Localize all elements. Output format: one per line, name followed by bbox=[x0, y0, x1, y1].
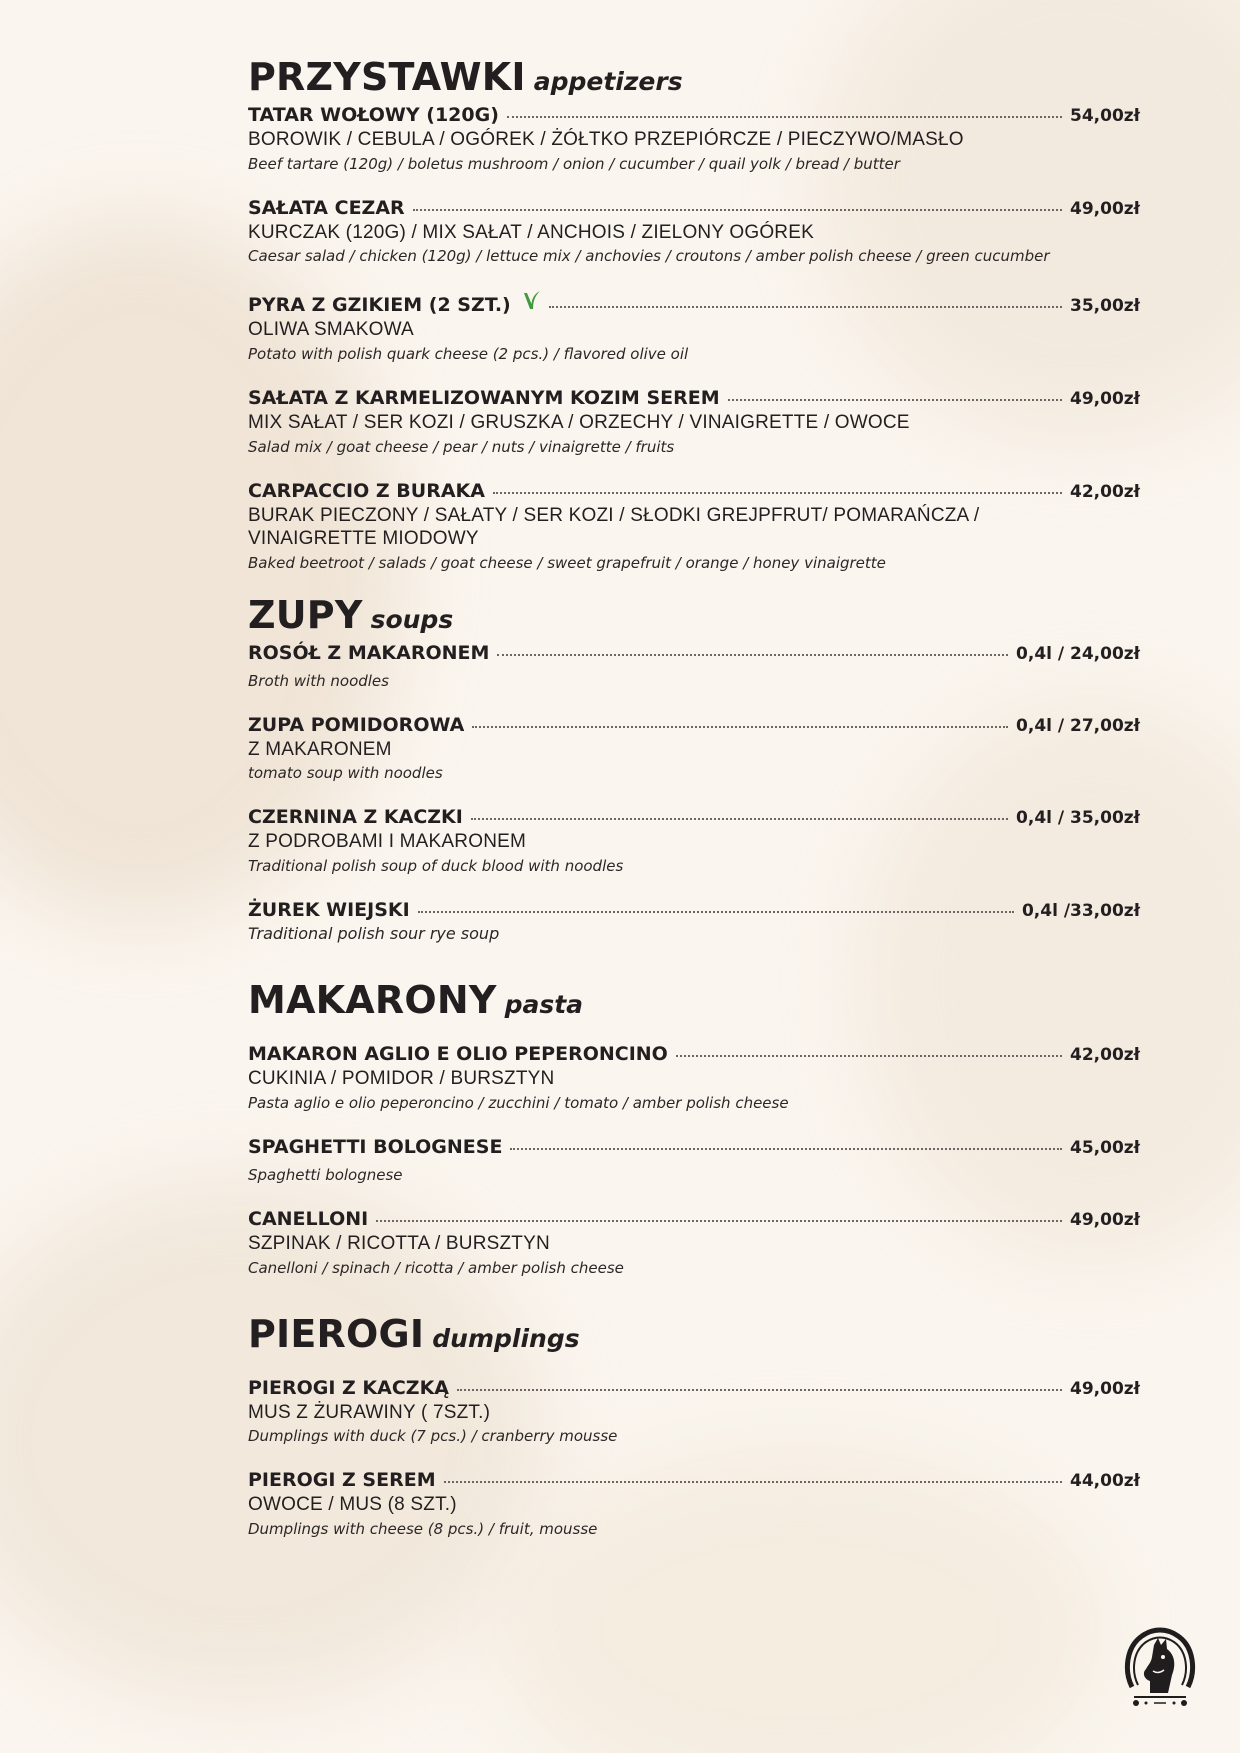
menu-item bbox=[248, 289, 1140, 363]
dot-leader bbox=[676, 1053, 1062, 1057]
item-price: 49,00zł bbox=[1070, 198, 1140, 219]
item-ingredients: KURCZAK (120G) / MIX SAŁAT / ANCHOIS / ZIELONY OGÓREK bbox=[248, 221, 814, 243]
section-pasta bbox=[248, 978, 1140, 1277]
menu-item bbox=[248, 197, 1140, 266]
item-description: tomato soup with noodles bbox=[248, 764, 443, 783]
item-description: Dumplings with duck (7 pcs.) / cranberry mousse bbox=[248, 1427, 618, 1446]
item-name: TATAR WOŁOWY (120G) bbox=[248, 103, 499, 126]
menu-item bbox=[248, 1377, 1140, 1446]
section-title-polish: PIEROGI bbox=[248, 1311, 425, 1356]
item-name: PIEROGI Z SEREM bbox=[248, 1469, 436, 1492]
item-price: 0,4l / 27,00zł bbox=[1016, 715, 1140, 736]
dot-leader bbox=[444, 1479, 1062, 1483]
item-name: PYRA Z GZIKIEM (2 SZT.) bbox=[248, 294, 511, 317]
item-price: 49,00zł bbox=[1070, 389, 1140, 410]
item-price: 35,00zł bbox=[1070, 296, 1140, 317]
dot-leader bbox=[418, 909, 1014, 913]
item-description: Pasta aglio e olio peperoncino / zucchini / tomato / amber polish cheese bbox=[248, 1093, 789, 1112]
item-ingredients: BURAK PIECZONY / SAŁATY / SER KOZI / SŁODKI GREJPFRUT/ POMARAŃCZA / bbox=[248, 505, 980, 527]
item-price: 49,00zł bbox=[1070, 1378, 1140, 1399]
item-name: ŻUREK WIEJSKI bbox=[248, 899, 410, 922]
section-title-english: dumplings bbox=[432, 1323, 580, 1353]
section-title-polish: ZUPY bbox=[248, 592, 363, 637]
item-price: 0,4l /33,00zł bbox=[1021, 901, 1140, 922]
section-title bbox=[248, 55, 1140, 99]
item-price: 42,00zł bbox=[1070, 1045, 1140, 1066]
item-ingredients: CUKINIA / POMIDOR / BURSZTYN bbox=[248, 1068, 555, 1090]
item-ingredients-continued: VINAIGRETTE MIODOWY bbox=[248, 527, 479, 549]
dot-leader bbox=[472, 724, 1008, 728]
menu-item bbox=[248, 1208, 1140, 1277]
item-price: 54,00zł bbox=[1070, 105, 1140, 126]
item-ingredients: OLIWA SMAKOWA bbox=[248, 319, 414, 341]
item-ingredients: MUS Z ŻURAWINY ( 7SZT.) bbox=[248, 1401, 491, 1423]
dot-leader bbox=[457, 1387, 1062, 1391]
section-title bbox=[248, 592, 1140, 637]
menu-item bbox=[248, 899, 1140, 943]
item-price: 0,4l / 35,00zł bbox=[1016, 808, 1140, 829]
dot-leader bbox=[549, 304, 1062, 308]
section-title-english: soups bbox=[370, 604, 454, 634]
item-price: 45,00zł bbox=[1070, 1137, 1140, 1158]
item-ingredients: OWOCE / MUS (8 SZT.) bbox=[248, 1494, 457, 1516]
menu-item bbox=[248, 714, 1140, 783]
item-price: 0,4l / 24,00zł bbox=[1016, 643, 1140, 664]
item-description: Traditional polish soup of duck blood with noodles bbox=[248, 857, 624, 876]
dot-leader bbox=[493, 490, 1062, 494]
menu-item bbox=[248, 642, 1140, 690]
item-description: Traditional polish sour rye soup bbox=[248, 924, 500, 944]
section-soups bbox=[248, 592, 1140, 944]
item-name: SAŁATA Z KARMELIZOWANYM KOZIM SEREM bbox=[248, 387, 720, 410]
item-ingredients: Z MAKARONEM bbox=[248, 738, 392, 760]
item-ingredients: MIX SAŁAT / SER KOZI / GRUSZKA / ORZECHY / VINAIGRETTE / OWOCE bbox=[248, 412, 910, 434]
item-description: Broth with noodles bbox=[248, 671, 389, 690]
section-title bbox=[248, 1311, 1140, 1356]
section-title-polish: PRZYSTAWKI bbox=[248, 55, 526, 99]
dot-leader bbox=[728, 397, 1062, 401]
section-appetizers bbox=[248, 55, 1140, 572]
item-name: CZERNINA Z KACZKI bbox=[248, 806, 463, 829]
item-ingredients: SZPINAK / RICOTTA / BURSZTYN bbox=[248, 1232, 550, 1254]
item-name: ROSÓŁ Z MAKARONEM bbox=[248, 641, 490, 664]
item-description: Canelloni / spinach / ricotta / amber polish cheese bbox=[248, 1258, 624, 1277]
item-name: ZUPA POMIDOROWA bbox=[248, 713, 465, 736]
item-description: Spaghetti bolognese bbox=[248, 1165, 403, 1184]
menu-item bbox=[248, 1043, 1140, 1112]
dot-leader bbox=[376, 1218, 1062, 1222]
section-title-polish: MAKARONY bbox=[248, 978, 497, 1023]
menu-item bbox=[248, 387, 1140, 456]
menu-item bbox=[248, 1136, 1140, 1184]
item-ingredients: BOROWIK / CEBULA / OGÓREK / ŻÓŁTKO PRZEPIÓRCZE / PIECZYWO/MASŁO bbox=[248, 128, 964, 150]
menu-item bbox=[248, 104, 1140, 173]
item-description: Salad mix / goat cheese / pear / nuts / vinaigrette / fruits bbox=[248, 438, 675, 457]
dot-leader bbox=[471, 816, 1008, 820]
item-description: Beef tartare (120g) / boletus mushroom / onion / cucumber / quail yolk / bread / butter bbox=[248, 154, 900, 173]
item-name: MAKARON AGLIO E OLIO PEPERONCINO bbox=[248, 1043, 668, 1066]
item-price: 44,00zł bbox=[1070, 1471, 1140, 1492]
item-description: Baked beetroot / salads / goat cheese / sweet grapefruit / orange / honey vinaigrette bbox=[248, 553, 886, 572]
item-price: 49,00zł bbox=[1070, 1209, 1140, 1230]
item-name: SPAGHETTI BOLOGNESE bbox=[248, 1135, 503, 1158]
item-name: CANELLONI bbox=[248, 1207, 369, 1230]
menu-item bbox=[248, 480, 1140, 572]
item-name: PIEROGI Z KACZKĄ bbox=[248, 1376, 450, 1399]
menu-item bbox=[248, 806, 1140, 875]
menu-item bbox=[248, 1469, 1140, 1538]
item-price: 42,00zł bbox=[1070, 482, 1140, 503]
section-title bbox=[248, 978, 1140, 1023]
item-description: Potato with polish quark cheese (2 pcs.) / flavored olive oil bbox=[248, 345, 689, 364]
dot-leader bbox=[510, 1146, 1062, 1150]
section-dumplings bbox=[248, 1311, 1140, 1539]
section-title-english: appetizers bbox=[533, 67, 683, 96]
vegetarian-leaf-icon bbox=[521, 289, 541, 316]
item-description: Dumplings with cheese (8 pcs.) / fruit, mousse bbox=[248, 1520, 598, 1539]
item-description: Caesar salad / chicken (120g) / lettuce mix / anchovies / croutons / amber polish cheese / green cucumber bbox=[248, 247, 1050, 266]
item-name: CARPACCIO Z BURAKA bbox=[248, 480, 485, 503]
menu-content bbox=[248, 55, 1140, 1562]
item-name: SAŁATA CEZAR bbox=[248, 196, 405, 219]
item-ingredients: Z PODROBAMI I MAKARONEM bbox=[248, 831, 527, 853]
dot-leader bbox=[507, 114, 1062, 118]
horse-head-horseshoe-logo bbox=[1120, 1625, 1200, 1717]
section-title-english: pasta bbox=[504, 990, 584, 1020]
dot-leader bbox=[413, 207, 1062, 211]
dot-leader bbox=[497, 652, 1008, 656]
